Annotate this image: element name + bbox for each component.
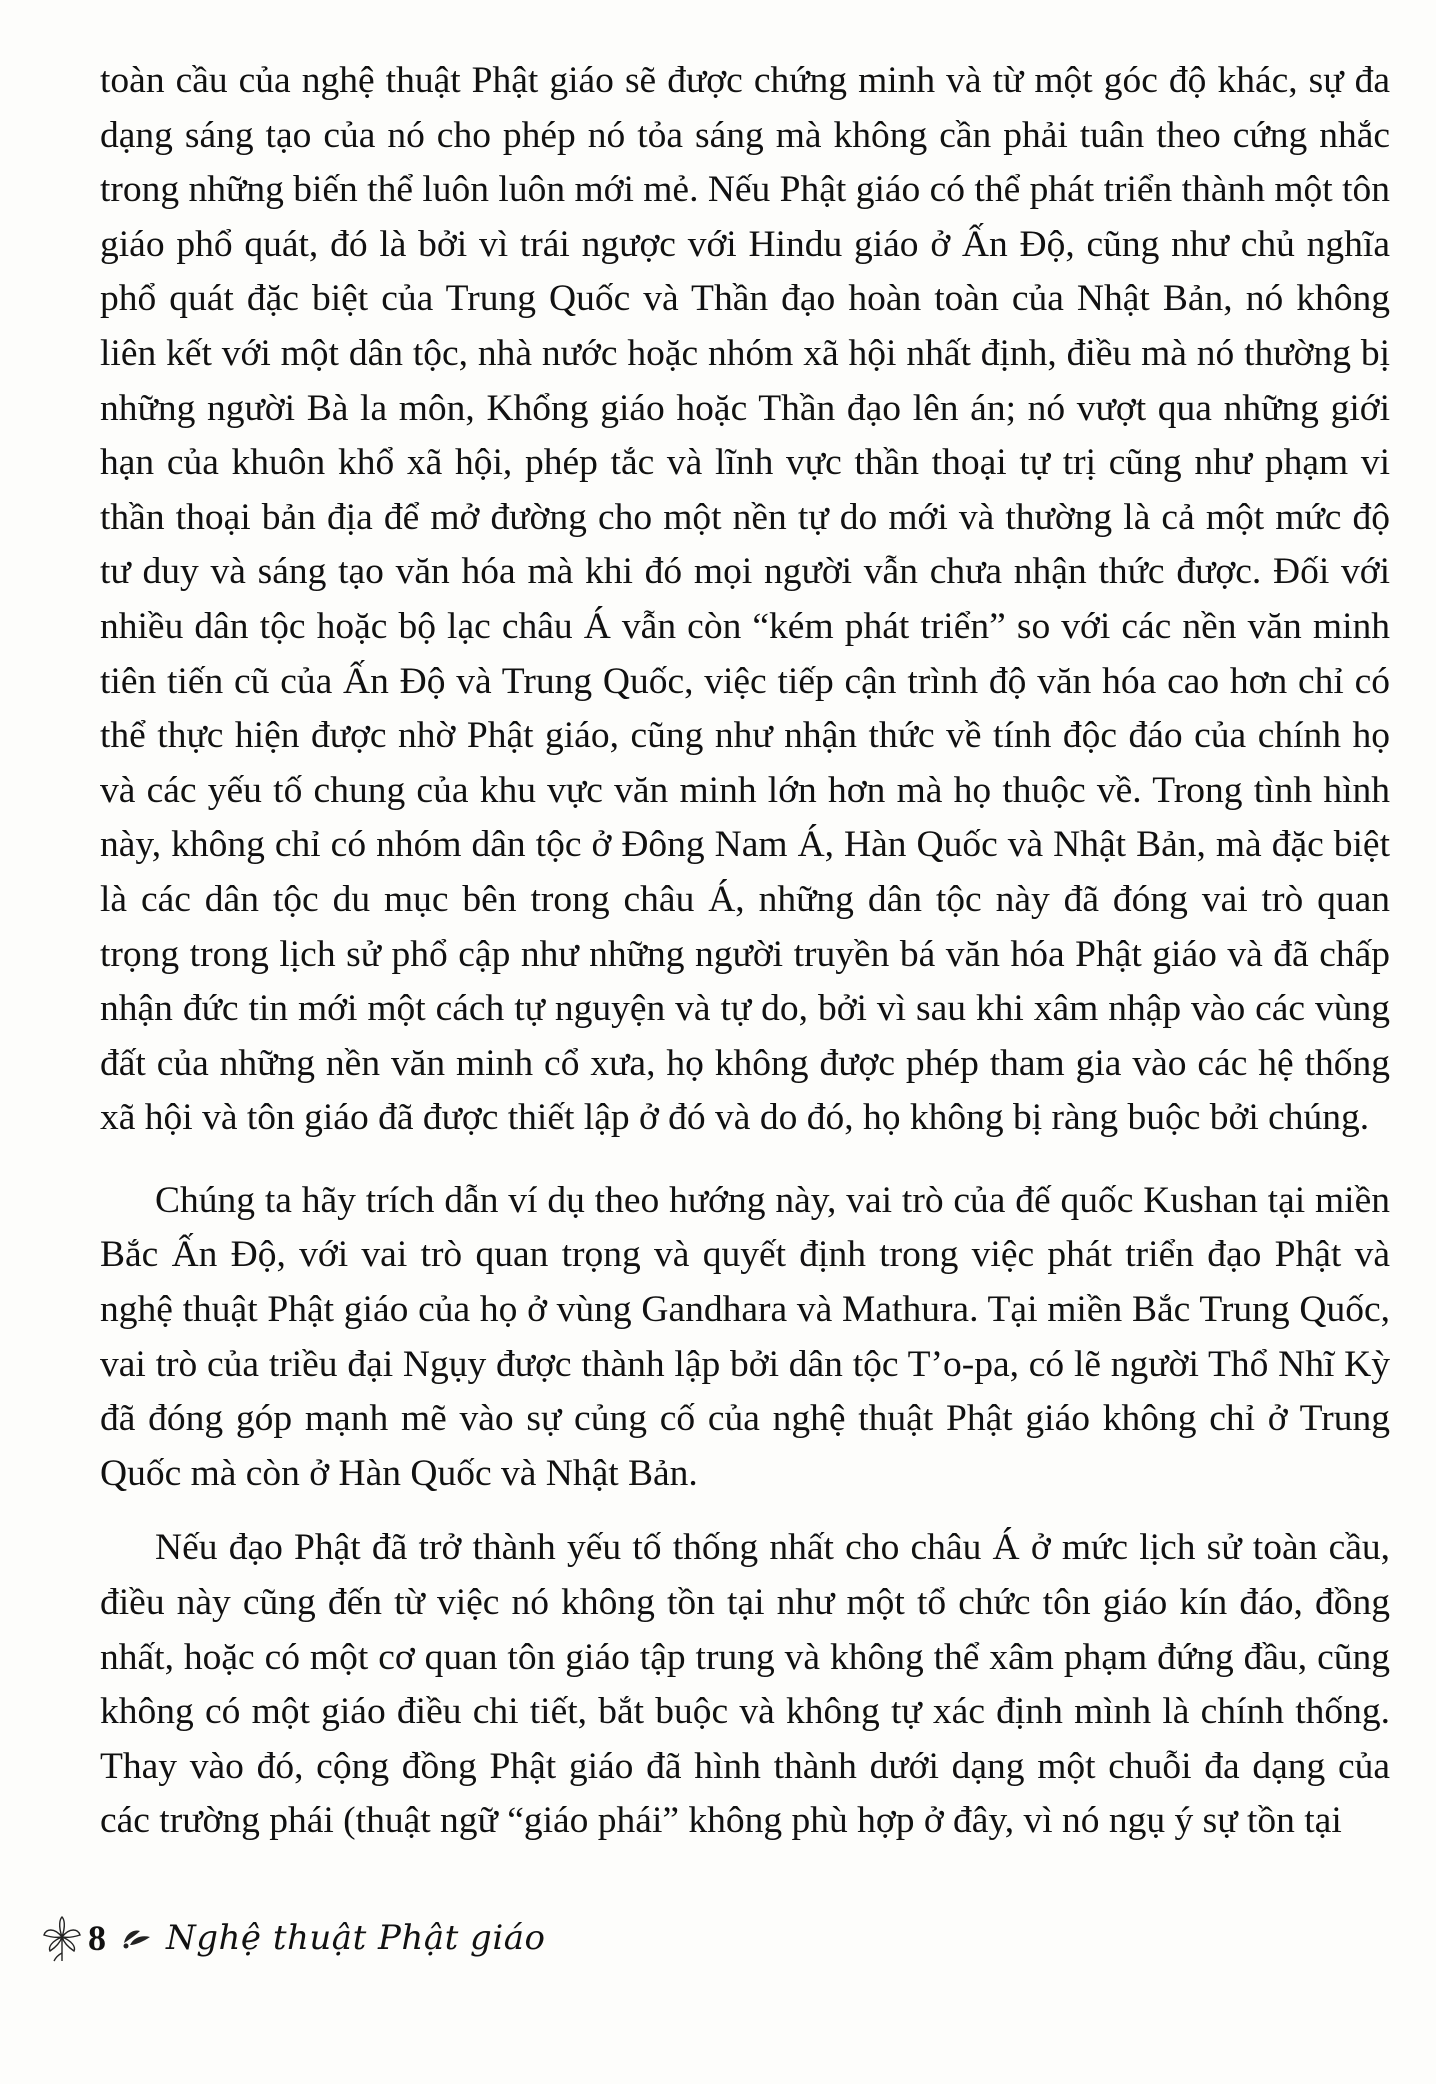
- lotus-flower-icon: [40, 1913, 84, 1963]
- book-title: Nghệ thuật Phật giáo: [166, 1918, 546, 1958]
- body-text: [100, 54, 1390, 1849]
- page-number: 8: [88, 1918, 106, 1958]
- leaf-ornament-icon: [120, 1925, 154, 1951]
- paragraph-1: toàn cầu của nghệ thuật Phật giáo sẽ được chứng minh và từ một góc độ khác, sự đa dạng sáng tạo của nó cho phép nó tỏa sáng mà không cần phải tuân theo cứng nhắc trong những biến thể luôn luôn mới mẻ. Nếu Phật giáo có thể phát triển thành một tôn giáo phổ quát, đó là bởi vì trái ngược với Hindu giáo ở Ấn Độ, cũng như chủ nghĩa phổ quát đặc biệt của Trung Quốc và Thần đạo hoàn toàn của Nhật Bản, nó không liên kết với một dân tộc, nhà nước hoặc nhóm xã hội nhất định, điều mà nó thường bị những người Bà la môn, Khổng giáo hoặc Thần đạo lên án; nó vượt qua những giới hạn của khuôn khổ xã hội, phép tắc và lĩnh vực thần thoại tự trị cũng như phạm vi thần thoại bản địa để mở đường cho một nền tự do mới và thường là cả một mức độ tư duy và sáng tạo văn hóa mà khi đó mọi người vẫn chưa nhận thức được. Đối với nhiều dân tộc hoặc bộ lạc châu Á vẫn còn “kém phát triển” so với các nền văn minh tiên tiến cũ của Ấn Độ và Trung Quốc, việc tiếp cận trình độ văn hóa cao hơn chỉ có thể thực hiện được nhờ Phật giáo, cũng như nhận thức về tính độc đáo của chính họ và các yếu tố chung của khu vực văn minh lớn hơn mà họ thuộc về. Trong tình hình này, không chỉ có nhóm dân tộc ở Đông Nam Á, Hàn Quốc và Nhật Bản, mà đặc biệt là các dân tộc du mục bên trong châu Á, những dân tộc này đã đóng vai trò quan trọng trong lịch sử phổ cập như những người truyền bá văn hóa Phật giáo và đã chấp nhận đức tin mới một cách tự nguyện và tự do, bởi vì sau khi xâm nhập vào các vùng đất của những nền văn minh cổ xưa, họ không được phép tham gia vào các hệ thống xã hội và tôn giáo đã được thiết lập ở đó và do đó, họ không bị ràng buộc bởi chúng.: [100, 60, 1390, 1139]
- paragraph-2: Chúng ta hãy trích dẫn ví dụ theo hướng này, vai trò của đế quốc Kushan tại miền Bắc Ấn Độ, với vai trò quan trọng và quyết định trong việc phát triển đạo Phật và nghệ thuật Phật giáo của họ ở vùng Gandhara và Mathura. Tại miền Bắc Trung Quốc, vai trò của triều đại Ngụy được thành lập bởi dân tộc T’o-pa, có lẽ người Thổ Nhĩ Kỳ đã đóng góp mạnh mẽ vào sự củng cố của nghệ thuật Phật giáo không chỉ ở Trung Quốc mà còn ở Hàn Quốc và Nhật Bản.: [100, 1179, 1390, 1494]
- paragraph-3: Nếu đạo Phật đã trở thành yếu tố thống nhất cho châu Á ở mức lịch sử toàn cầu, điều này cũng đến từ việc nó không tồn tại như một tổ chức tôn giáo kín đáo, đồng nhất, hoặc có một cơ quan tôn giáo tập trung và không thể xâm phạm đứng đầu, cũng không có một giáo điều chi tiết, bắt buộc và không tự xác định mình là chính thống. Thay vào đó, cộng đồng Phật giáo đã hình thành dưới dạng một chuỗi đa dạng của các trường phái (thuật ngữ “giáo phái” không phù hợp ở đây, vì nó ngụ ý sự tồn tại: [100, 1527, 1390, 1842]
- page-footer: [40, 1908, 545, 1968]
